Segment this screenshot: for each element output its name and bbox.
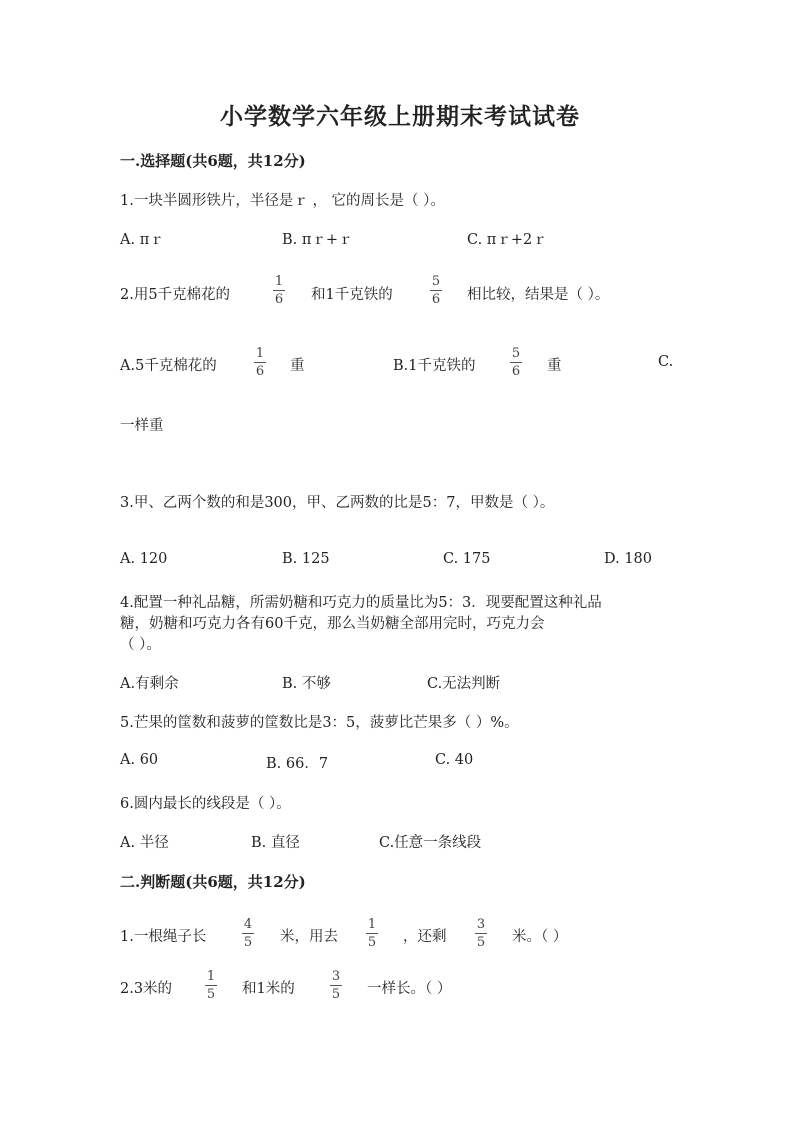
question-2-part3: 相比较，结果是（ ）。 <box>467 287 610 303</box>
denominator: 6 <box>255 364 265 379</box>
q6-option-b[interactable]: B. 直径 <box>251 835 300 851</box>
fraction <box>475 918 487 949</box>
denominator: 5 <box>476 935 486 950</box>
numerator: 5 <box>511 346 521 361</box>
judge-question-2-part2: 和1米的 <box>242 981 295 997</box>
question-4-line1: 4.配置一种礼品糖，所需奶糖和巧克力的质量比为5：3．现要配置这种礼品 <box>120 595 602 611</box>
q3-option-d[interactable]: D. 180 <box>604 551 653 567</box>
denominator: 6 <box>274 292 284 307</box>
numerator: 1 <box>274 274 284 289</box>
section-heading-choice: 一.选择题(共6题，共12分) <box>120 152 306 170</box>
denominator: 5 <box>331 987 341 1002</box>
q5-option-a[interactable]: A. 60 <box>120 752 159 768</box>
fraction <box>366 918 378 949</box>
q4-option-c[interactable]: C.无法判断 <box>427 676 501 692</box>
numerator: 3 <box>476 917 486 932</box>
fraction <box>273 275 285 306</box>
q1-option-c[interactable]: C. πｒ+2ｒ <box>467 232 547 248</box>
judge-question-2-part3: 一样长。（ ） <box>367 981 452 997</box>
fraction <box>205 970 217 1001</box>
q2-option-b[interactable]: B.1千克铁的 <box>393 358 476 374</box>
judge-question-1-part4: 米。（ ） <box>512 929 568 945</box>
fraction <box>330 970 342 1001</box>
q3-option-b[interactable]: B. 125 <box>282 551 330 567</box>
q5-option-c[interactable]: C. 40 <box>435 752 474 768</box>
fraction-bar <box>430 290 442 291</box>
q1-option-b[interactable]: B. πｒ+ｒ <box>282 232 353 248</box>
judge-question-1-part1: 1.一根绳子长 <box>120 929 207 945</box>
fraction-bar <box>273 290 285 291</box>
page-title: 小学数学六年级上册期末考试试卷 <box>220 103 580 130</box>
q1-option-a[interactable]: A. πｒ <box>120 232 164 248</box>
numerator: 1 <box>255 346 265 361</box>
denominator: 5 <box>367 935 377 950</box>
question-2-part2: 和1千克铁的 <box>311 287 393 303</box>
numerator: 1 <box>367 917 377 932</box>
question-4-line2: 糖，奶糖和巧克力各有60千克，那么当奶糖全部用完时，巧克力会 <box>120 616 545 632</box>
denominator: 6 <box>511 364 521 379</box>
q3-option-c[interactable]: C. 175 <box>443 551 491 567</box>
section-heading-judgement: 二.判断题(共6题，共12分) <box>120 873 306 891</box>
q6-option-a[interactable]: A. 半径 <box>120 835 169 851</box>
fraction-bar <box>242 933 254 934</box>
fraction <box>510 347 522 378</box>
numerator: 4 <box>243 917 253 932</box>
fraction <box>242 918 254 949</box>
denominator: 5 <box>206 987 216 1002</box>
denominator: 5 <box>243 935 253 950</box>
fraction-bar <box>330 985 342 986</box>
denominator: 6 <box>431 292 441 307</box>
q5-option-b[interactable]: B. 66．7 <box>266 756 329 772</box>
fraction-bar <box>475 933 487 934</box>
q4-option-b[interactable]: B. 不够 <box>282 676 331 692</box>
numerator: 5 <box>431 274 441 289</box>
question-5-text: 5.芒果的筐数和菠萝的筐数比是3：5，菠萝比芒果多（ ）%。 <box>120 715 519 731</box>
fraction <box>254 347 266 378</box>
question-2-part1: 2.用5千克棉花的 <box>120 287 231 303</box>
question-6-text: 6.圆内最长的线段是（ ）。 <box>120 796 291 812</box>
q2-option-a[interactable]: A.5千克棉花的 <box>120 358 217 374</box>
fraction-bar <box>366 933 378 934</box>
q6-option-c[interactable]: C.任意一条线段 <box>379 835 482 851</box>
question-3-text: 3.甲、乙两个数的和是300，甲、乙两数的比是5：7，甲数是（ ）。 <box>120 495 555 511</box>
judge-question-1-part3: ，还剩 <box>403 929 447 945</box>
q2-option-b-end: 重 <box>547 358 562 374</box>
judge-question-1-part2: 米，用去 <box>280 929 338 945</box>
q4-option-a[interactable]: A.有剩余 <box>120 676 179 692</box>
judge-question-2-part1: 2.3米的 <box>120 981 173 997</box>
fraction-bar <box>205 985 217 986</box>
fraction-bar <box>510 362 522 363</box>
question-1-text: 1.一块半圆形铁片，半径是ｒ ， 它的周长是（ ）。 <box>120 193 445 209</box>
q3-option-a[interactable]: A. 120 <box>120 551 168 567</box>
question-4-line3: （ ）。 <box>120 637 161 653</box>
q2-option-a-end: 重 <box>290 358 305 374</box>
q2-option-c[interactable]: C. <box>658 354 674 370</box>
fraction-bar <box>254 362 266 363</box>
numerator: 1 <box>206 969 216 984</box>
numerator: 3 <box>331 969 341 984</box>
fraction <box>430 275 442 306</box>
q2-option-c-text: 一样重 <box>120 418 164 434</box>
